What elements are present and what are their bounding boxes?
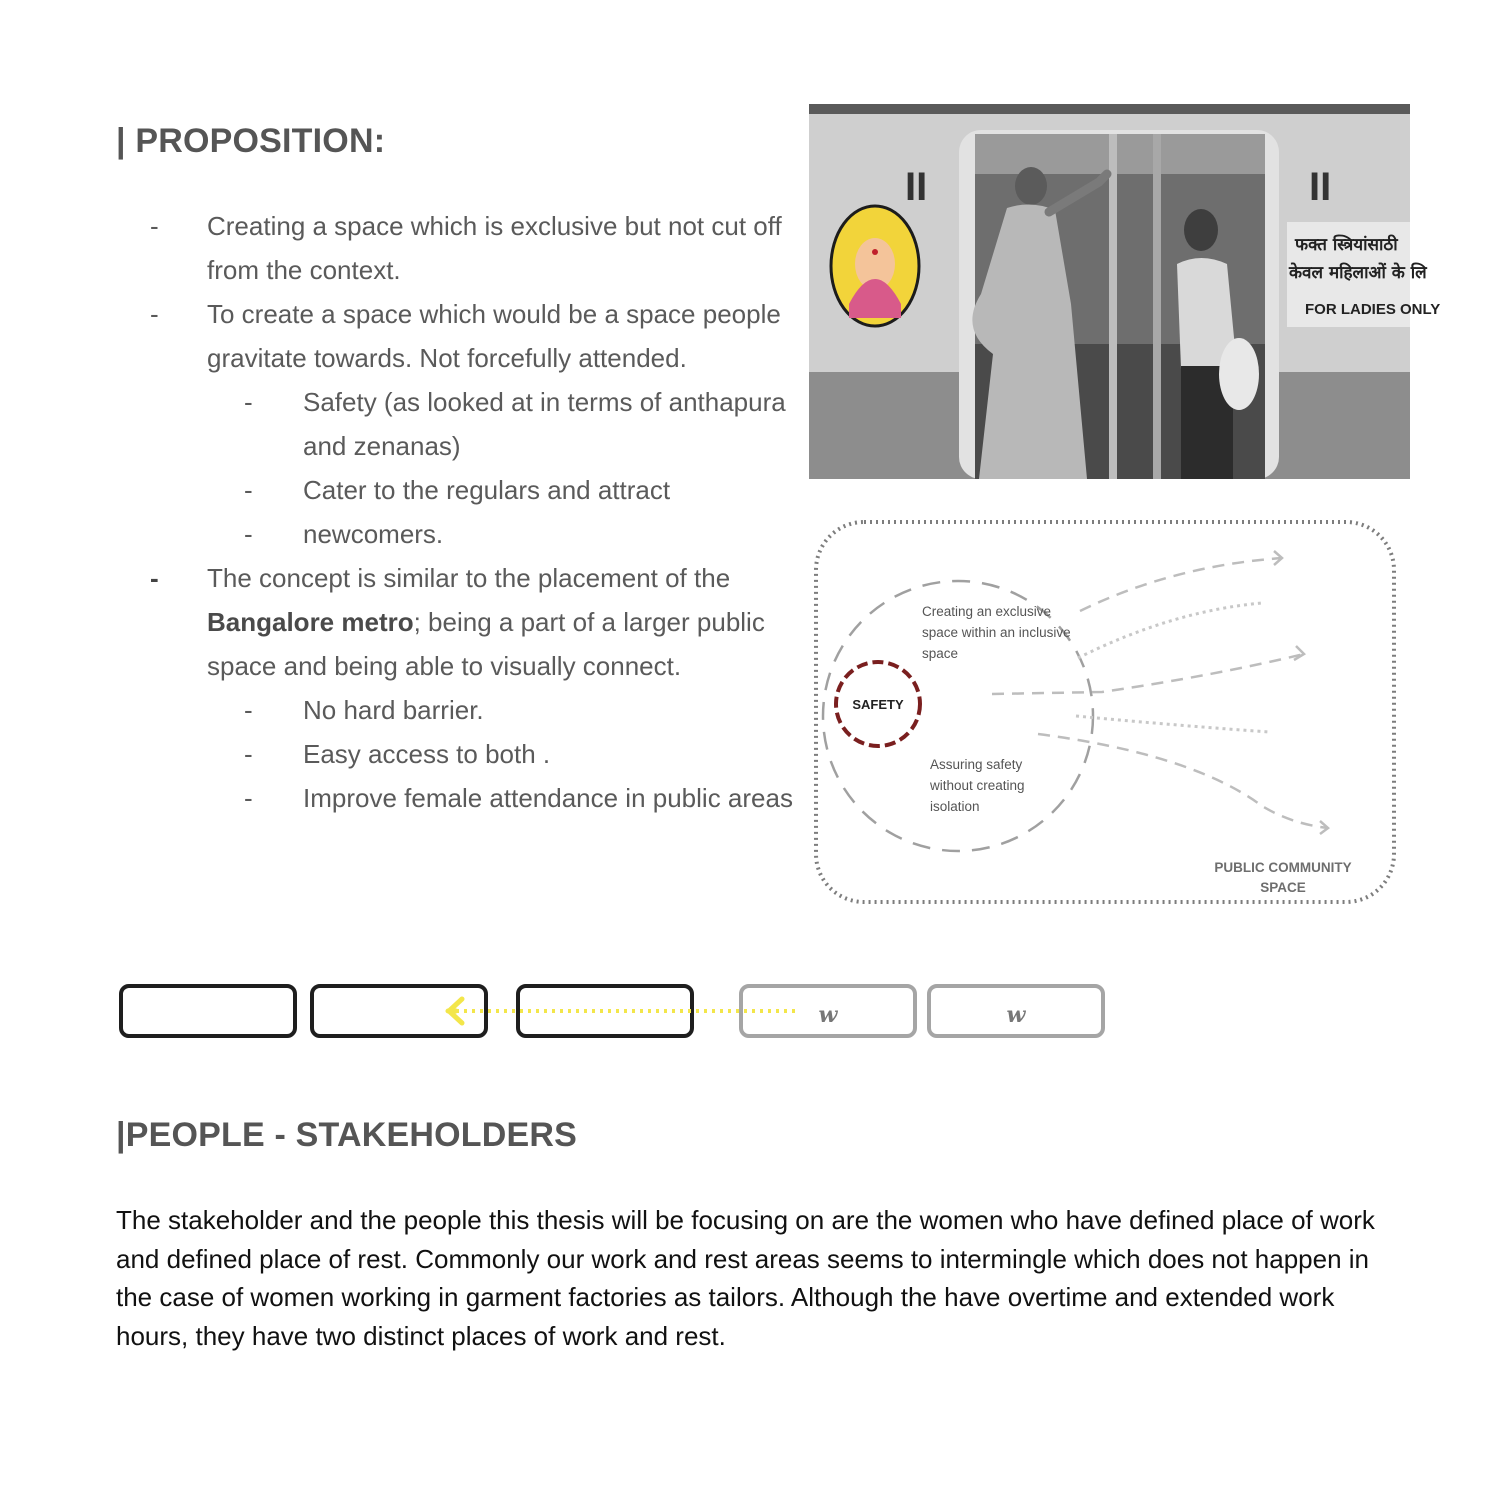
sign-hindi: फक्त स्त्रियांसाठी xyxy=(1295,235,1398,255)
list-item xyxy=(116,468,816,512)
list-item-text: Cater to the regulars and attract xyxy=(303,475,671,505)
dispersal-arrow xyxy=(1078,603,1262,658)
list-item xyxy=(116,732,816,776)
ladies-compartment-photo xyxy=(809,104,1441,479)
person-bag xyxy=(1219,338,1259,410)
bullet-dash: - xyxy=(244,519,253,549)
list-item xyxy=(116,556,816,688)
dispersal-arrow xyxy=(1038,734,1328,828)
list-item-text: Improve female attendance in public areas xyxy=(303,783,793,813)
public-space-boundary xyxy=(816,522,1394,902)
car-mark: w xyxy=(818,1002,838,1028)
list-item-text: ; being a part of a larger public space and being able to visually connect. xyxy=(207,607,765,681)
person-head xyxy=(1015,167,1047,205)
bullet-dash: - xyxy=(244,475,253,505)
bullet-dash: - xyxy=(150,299,159,329)
car-mark: w xyxy=(1006,1002,1026,1028)
people-heading: |PEOPLE - STAKEHOLDERS xyxy=(116,1116,577,1154)
train-car-diagram xyxy=(116,980,1116,1044)
movement-arrow-head xyxy=(448,999,462,1023)
bullet-dash: - xyxy=(244,739,253,769)
bullet-dash: - xyxy=(150,211,159,241)
person-head xyxy=(1184,209,1218,251)
label-line: SPACE xyxy=(1260,880,1306,895)
note-line: space within an inclusive xyxy=(922,625,1071,640)
train-door-illustration xyxy=(809,104,1441,479)
grab-pole xyxy=(1153,134,1161,479)
sign-hindi: केवल महिलाओं के लि xyxy=(1289,263,1427,283)
roof-edge xyxy=(809,104,1410,114)
bullet-dash: - xyxy=(244,387,253,417)
list-item xyxy=(116,512,816,556)
list-item-text: To create a space which would be a space people gravitate towards. Not forcefully attended. xyxy=(207,299,781,373)
list-item-text: The concept is similar to the placement of the xyxy=(207,563,731,593)
bangalore-metro-emphasis: Bangalore metro xyxy=(207,607,414,637)
train-car xyxy=(312,986,486,1036)
dispersal-arrow xyxy=(1076,716,1270,732)
bullet-dash: - xyxy=(244,695,253,725)
dispersal-arrow xyxy=(992,654,1304,694)
proposition-heading: | PROPOSITION: xyxy=(116,122,386,160)
top-note xyxy=(922,604,1071,661)
emblem-bindi xyxy=(872,249,878,255)
train-car xyxy=(121,986,295,1036)
note-line: without creating xyxy=(930,778,1025,793)
note-line: Creating an exclusive xyxy=(922,604,1052,619)
door-mark: II xyxy=(905,165,928,209)
diagram-svg xyxy=(812,516,1402,910)
interior-window xyxy=(975,134,1265,174)
list-item xyxy=(116,204,816,292)
list-item xyxy=(116,380,816,468)
list-item-text: Safety (as looked at in terms of anthapura and zenanas) xyxy=(303,387,786,461)
list-item-text: No hard barrier. xyxy=(303,695,484,725)
list-item-text: Easy access to both . xyxy=(303,739,551,769)
note-line: Assuring safety xyxy=(930,757,1023,772)
public-space-label xyxy=(1214,860,1351,895)
note-line: isolation xyxy=(930,799,980,814)
label-line: PUBLIC COMMUNITY xyxy=(1214,860,1352,875)
sign-english: FOR LADIES ONLY xyxy=(1305,301,1441,318)
people-paragraph: The stakeholder and the people this thesis will be focusing on are the women who have defined place of work and defined place of rest. Commonly our work and rest areas seems to intermingle which does not happen in the case of women working in garment factories as tailors. Although the have overtime and extended work hours, they have two distinct places of work and rest. xyxy=(116,1205,1375,1351)
bullet-dash: - xyxy=(150,563,159,593)
proposition-list xyxy=(116,204,816,820)
safety-label: SAFETY xyxy=(852,697,904,712)
door-mark: II xyxy=(1309,165,1332,209)
train-cars-svg xyxy=(116,980,1116,1044)
arrow-head xyxy=(1294,646,1304,660)
list-item xyxy=(116,776,816,820)
list-item xyxy=(116,688,816,732)
note-line: space xyxy=(922,646,959,661)
bottom-note xyxy=(929,757,1025,814)
safety-concept-diagram xyxy=(812,516,1402,910)
list-item-text: newcomers. xyxy=(303,519,444,549)
grab-pole xyxy=(1109,134,1117,479)
bullet-dash: - xyxy=(244,783,253,813)
list-item xyxy=(116,292,816,380)
list-item-text: Creating a space which is exclusive but not cut off from the context. xyxy=(207,211,782,285)
